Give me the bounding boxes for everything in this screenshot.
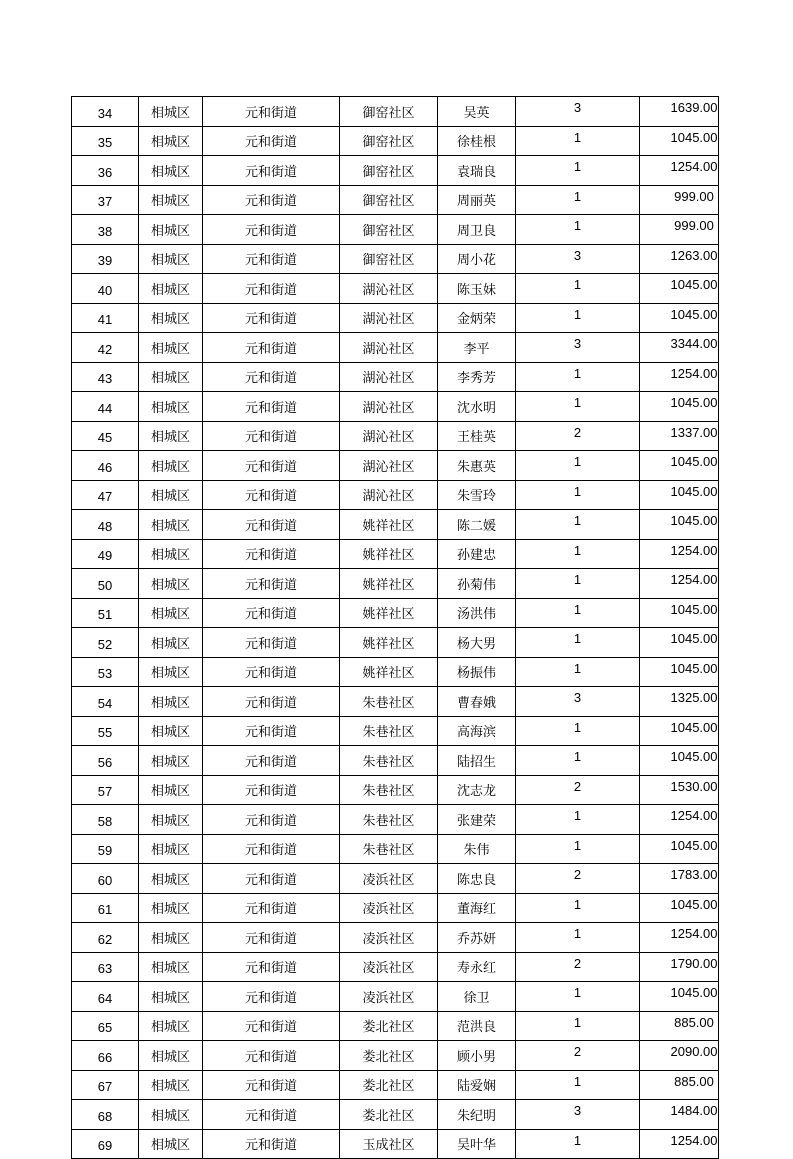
table-row: [72, 215, 719, 245]
street-cell: 元和街道: [203, 1070, 340, 1100]
district-cell: 相城区: [139, 126, 203, 156]
name-cell: 周小花: [438, 244, 516, 274]
household-count-cell: 1: [516, 598, 640, 628]
name-cell: 孙建忠: [438, 539, 516, 569]
community-cell: 湖沁社区: [340, 392, 438, 422]
district-cell: 相城区: [139, 1041, 203, 1071]
amount-cell: 1045.00: [640, 746, 719, 776]
name-cell: 范洪良: [438, 1011, 516, 1041]
district-cell: 相城区: [139, 775, 203, 805]
community-cell: 朱巷社区: [340, 834, 438, 864]
street-cell: 元和街道: [203, 333, 340, 363]
community-cell: 凌浜社区: [340, 923, 438, 953]
row-number: 38: [72, 215, 139, 245]
community-cell: 娄北社区: [340, 1100, 438, 1130]
household-count-cell: 2: [516, 1041, 640, 1071]
table-row: [72, 185, 719, 215]
community-cell: 凌浜社区: [340, 893, 438, 923]
table-row: [72, 834, 719, 864]
street-cell: 元和街道: [203, 746, 340, 776]
community-cell: 御窑社区: [340, 244, 438, 274]
amount-cell: 1639.00: [640, 97, 719, 127]
amount-cell: 1045.00: [640, 628, 719, 658]
amount-cell: 1254.00: [640, 1129, 719, 1159]
name-cell: 朱惠英: [438, 451, 516, 481]
district-cell: 相城区: [139, 746, 203, 776]
amount-cell: 1045.00: [640, 982, 719, 1012]
table-row: [72, 156, 719, 186]
street-cell: 元和街道: [203, 1011, 340, 1041]
household-count-cell: 1: [516, 1011, 640, 1041]
name-cell: 徐卫: [438, 982, 516, 1012]
amount-cell: 1263.00: [640, 244, 719, 274]
community-cell: 湖沁社区: [340, 274, 438, 304]
row-number: 44: [72, 392, 139, 422]
row-number: 64: [72, 982, 139, 1012]
community-cell: 朱巷社区: [340, 805, 438, 835]
row-number: 36: [72, 156, 139, 186]
name-cell: 乔苏妍: [438, 923, 516, 953]
amount-cell: 885.00: [640, 1011, 719, 1041]
household-count-cell: 1: [516, 893, 640, 923]
name-cell: 陈玉妹: [438, 274, 516, 304]
street-cell: 元和街道: [203, 893, 340, 923]
row-number: 50: [72, 569, 139, 599]
name-cell: 陈忠良: [438, 864, 516, 894]
street-cell: 元和街道: [203, 156, 340, 186]
community-cell: 朱巷社区: [340, 716, 438, 746]
district-cell: 相城区: [139, 421, 203, 451]
amount-cell: 1254.00: [640, 805, 719, 835]
street-cell: 元和街道: [203, 421, 340, 451]
district-cell: 相城区: [139, 185, 203, 215]
table-row: [72, 628, 719, 658]
amount-cell: 1530.00: [640, 775, 719, 805]
row-number: 59: [72, 834, 139, 864]
assistance-table: [71, 96, 719, 1159]
district-cell: 相城区: [139, 97, 203, 127]
row-number: 42: [72, 333, 139, 363]
household-count-cell: 1: [516, 185, 640, 215]
street-cell: 元和街道: [203, 97, 340, 127]
street-cell: 元和街道: [203, 510, 340, 540]
district-cell: 相城区: [139, 156, 203, 186]
name-cell: 周丽英: [438, 185, 516, 215]
name-cell: 陆招生: [438, 746, 516, 776]
district-cell: 相城区: [139, 834, 203, 864]
name-cell: 顾小男: [438, 1041, 516, 1071]
community-cell: 凌浜社区: [340, 982, 438, 1012]
household-count-cell: 1: [516, 392, 640, 422]
amount-cell: 1254.00: [640, 362, 719, 392]
street-cell: 元和街道: [203, 1129, 340, 1159]
community-cell: 御窑社区: [340, 126, 438, 156]
table-row: [72, 274, 719, 304]
amount-cell: 885.00: [640, 1070, 719, 1100]
row-number: 54: [72, 687, 139, 717]
household-count-cell: 1: [516, 716, 640, 746]
table-row: [72, 1070, 719, 1100]
name-cell: 杨大男: [438, 628, 516, 658]
amount-cell: 1045.00: [640, 510, 719, 540]
household-count-cell: 1: [516, 569, 640, 599]
community-cell: 湖沁社区: [340, 451, 438, 481]
name-cell: 董海红: [438, 893, 516, 923]
row-number: 57: [72, 775, 139, 805]
community-cell: 凌浜社区: [340, 952, 438, 982]
district-cell: 相城区: [139, 1070, 203, 1100]
amount-cell: 1325.00: [640, 687, 719, 717]
household-count-cell: 1: [516, 451, 640, 481]
household-count-cell: 3: [516, 333, 640, 363]
table-row: [72, 510, 719, 540]
table-row: [72, 716, 719, 746]
row-number: 37: [72, 185, 139, 215]
table-row: [72, 97, 719, 127]
community-cell: 姚祥社区: [340, 598, 438, 628]
amount-cell: 1045.00: [640, 274, 719, 304]
amount-cell: 1045.00: [640, 480, 719, 510]
household-count-cell: 1: [516, 303, 640, 333]
street-cell: 元和街道: [203, 1041, 340, 1071]
name-cell: 朱伟: [438, 834, 516, 864]
community-cell: 姚祥社区: [340, 657, 438, 687]
table-row: [72, 687, 719, 717]
name-cell: 朱纪明: [438, 1100, 516, 1130]
household-count-cell: 3: [516, 687, 640, 717]
street-cell: 元和街道: [203, 687, 340, 717]
amount-cell: 999.00: [640, 215, 719, 245]
table-row: [72, 657, 719, 687]
street-cell: 元和街道: [203, 775, 340, 805]
row-number: 67: [72, 1070, 139, 1100]
district-cell: 相城区: [139, 598, 203, 628]
name-cell: 张建荣: [438, 805, 516, 835]
amount-cell: 1045.00: [640, 834, 719, 864]
community-cell: 湖沁社区: [340, 362, 438, 392]
street-cell: 元和街道: [203, 952, 340, 982]
street-cell: 元和街道: [203, 362, 340, 392]
street-cell: 元和街道: [203, 834, 340, 864]
street-cell: 元和街道: [203, 923, 340, 953]
district-cell: 相城区: [139, 864, 203, 894]
row-number: 35: [72, 126, 139, 156]
street-cell: 元和街道: [203, 303, 340, 333]
row-number: 48: [72, 510, 139, 540]
name-cell: 金炳荣: [438, 303, 516, 333]
street-cell: 元和街道: [203, 126, 340, 156]
community-cell: 湖沁社区: [340, 480, 438, 510]
street-cell: 元和街道: [203, 244, 340, 274]
amount-cell: 1337.00: [640, 421, 719, 451]
amount-cell: 1045.00: [640, 657, 719, 687]
community-cell: 凌浜社区: [340, 864, 438, 894]
table-row: [72, 746, 719, 776]
community-cell: 湖沁社区: [340, 333, 438, 363]
name-cell: 曹春娥: [438, 687, 516, 717]
household-count-cell: 1: [516, 1129, 640, 1159]
community-cell: 娄北社区: [340, 1041, 438, 1071]
row-number: 55: [72, 716, 139, 746]
community-cell: 御窑社区: [340, 97, 438, 127]
table-row: [72, 539, 719, 569]
table-row: [72, 1100, 719, 1130]
street-cell: 元和街道: [203, 628, 340, 658]
name-cell: 沈水明: [438, 392, 516, 422]
row-number: 60: [72, 864, 139, 894]
name-cell: 王桂英: [438, 421, 516, 451]
district-cell: 相城区: [139, 539, 203, 569]
amount-cell: 1254.00: [640, 539, 719, 569]
name-cell: 孙菊伟: [438, 569, 516, 599]
row-number: 61: [72, 893, 139, 923]
name-cell: 吴叶华: [438, 1129, 516, 1159]
community-cell: 御窑社区: [340, 156, 438, 186]
table-row: [72, 1041, 719, 1071]
row-number: 68: [72, 1100, 139, 1130]
table-row: [72, 480, 719, 510]
community-cell: 娄北社区: [340, 1070, 438, 1100]
row-number: 58: [72, 805, 139, 835]
amount-cell: 1045.00: [640, 598, 719, 628]
household-count-cell: 1: [516, 510, 640, 540]
table-row: [72, 569, 719, 599]
community-cell: 湖沁社区: [340, 421, 438, 451]
district-cell: 相城区: [139, 569, 203, 599]
household-count-cell: 3: [516, 244, 640, 274]
household-count-cell: 3: [516, 97, 640, 127]
street-cell: 元和街道: [203, 864, 340, 894]
street-cell: 元和街道: [203, 451, 340, 481]
name-cell: 徐桂根: [438, 126, 516, 156]
name-cell: 李平: [438, 333, 516, 363]
amount-cell: 1045.00: [640, 716, 719, 746]
table-row: [72, 303, 719, 333]
name-cell: 杨振伟: [438, 657, 516, 687]
row-number: 51: [72, 598, 139, 628]
community-cell: 湖沁社区: [340, 303, 438, 333]
household-count-cell: 1: [516, 657, 640, 687]
table-row: [72, 126, 719, 156]
row-number: 66: [72, 1041, 139, 1071]
district-cell: 相城区: [139, 1100, 203, 1130]
district-cell: 相城区: [139, 215, 203, 245]
row-number: 41: [72, 303, 139, 333]
household-count-cell: 2: [516, 864, 640, 894]
household-count-cell: 1: [516, 834, 640, 864]
street-cell: 元和街道: [203, 657, 340, 687]
name-cell: 朱雪玲: [438, 480, 516, 510]
household-count-cell: 1: [516, 215, 640, 245]
district-cell: 相城区: [139, 480, 203, 510]
row-number: 62: [72, 923, 139, 953]
amount-cell: 1045.00: [640, 392, 719, 422]
amount-cell: 1254.00: [640, 156, 719, 186]
row-number: 46: [72, 451, 139, 481]
community-cell: 朱巷社区: [340, 687, 438, 717]
table-row: [72, 421, 719, 451]
row-number: 53: [72, 657, 139, 687]
name-cell: 袁瑞良: [438, 156, 516, 186]
name-cell: 寿永红: [438, 952, 516, 982]
table-row: [72, 923, 719, 953]
household-count-cell: 1: [516, 805, 640, 835]
row-number: 39: [72, 244, 139, 274]
district-cell: 相城区: [139, 1011, 203, 1041]
amount-cell: 1254.00: [640, 569, 719, 599]
household-count-cell: 2: [516, 952, 640, 982]
street-cell: 元和街道: [203, 716, 340, 746]
community-cell: 御窑社区: [340, 185, 438, 215]
name-cell: 吴英: [438, 97, 516, 127]
table-body: [72, 97, 719, 1159]
household-count-cell: 2: [516, 421, 640, 451]
table-row: [72, 451, 719, 481]
row-number: 63: [72, 952, 139, 982]
table-row: [72, 598, 719, 628]
street-cell: 元和街道: [203, 569, 340, 599]
street-cell: 元和街道: [203, 805, 340, 835]
row-number: 56: [72, 746, 139, 776]
district-cell: 相城区: [139, 687, 203, 717]
name-cell: 汤洪伟: [438, 598, 516, 628]
row-number: 34: [72, 97, 139, 127]
household-count-cell: 1: [516, 982, 640, 1012]
table-row: [72, 864, 719, 894]
district-cell: 相城区: [139, 805, 203, 835]
district-cell: 相城区: [139, 893, 203, 923]
table-row: [72, 805, 719, 835]
community-cell: 玉成社区: [340, 1129, 438, 1159]
name-cell: 陈二媛: [438, 510, 516, 540]
street-cell: 元和街道: [203, 215, 340, 245]
table-row: [72, 362, 719, 392]
table-row: [72, 333, 719, 363]
street-cell: 元和街道: [203, 539, 340, 569]
amount-cell: 1790.00: [640, 952, 719, 982]
table-row: [72, 982, 719, 1012]
amount-cell: 999.00: [640, 185, 719, 215]
table-row: [72, 893, 719, 923]
row-number: 45: [72, 421, 139, 451]
district-cell: 相城区: [139, 923, 203, 953]
street-cell: 元和街道: [203, 392, 340, 422]
district-cell: 相城区: [139, 392, 203, 422]
district-cell: 相城区: [139, 510, 203, 540]
amount-cell: 2090.00: [640, 1041, 719, 1071]
district-cell: 相城区: [139, 657, 203, 687]
name-cell: 陆爱娴: [438, 1070, 516, 1100]
amount-cell: 1045.00: [640, 893, 719, 923]
community-cell: 姚祥社区: [340, 510, 438, 540]
amount-cell: 3344.00: [640, 333, 719, 363]
district-cell: 相城区: [139, 362, 203, 392]
name-cell: 李秀芳: [438, 362, 516, 392]
amount-cell: 1045.00: [640, 303, 719, 333]
community-cell: 姚祥社区: [340, 569, 438, 599]
row-number: 52: [72, 628, 139, 658]
household-count-cell: 3: [516, 1100, 640, 1130]
district-cell: 相城区: [139, 1129, 203, 1159]
name-cell: 沈志龙: [438, 775, 516, 805]
household-count-cell: 1: [516, 923, 640, 953]
household-count-cell: 1: [516, 126, 640, 156]
community-cell: 娄北社区: [340, 1011, 438, 1041]
district-cell: 相城区: [139, 303, 203, 333]
row-number: 40: [72, 274, 139, 304]
district-cell: 相城区: [139, 451, 203, 481]
street-cell: 元和街道: [203, 982, 340, 1012]
community-cell: 朱巷社区: [340, 746, 438, 776]
district-cell: 相城区: [139, 274, 203, 304]
amount-cell: 1045.00: [640, 126, 719, 156]
community-cell: 御窑社区: [340, 215, 438, 245]
amount-cell: 1783.00: [640, 864, 719, 894]
household-count-cell: 1: [516, 539, 640, 569]
district-cell: 相城区: [139, 982, 203, 1012]
district-cell: 相城区: [139, 628, 203, 658]
household-count-cell: 2: [516, 775, 640, 805]
household-count-cell: 1: [516, 480, 640, 510]
table-row: [72, 775, 719, 805]
street-cell: 元和街道: [203, 185, 340, 215]
street-cell: 元和街道: [203, 1100, 340, 1130]
table-row: [72, 952, 719, 982]
street-cell: 元和街道: [203, 480, 340, 510]
household-count-cell: 1: [516, 156, 640, 186]
household-count-cell: 1: [516, 628, 640, 658]
household-count-cell: 1: [516, 746, 640, 776]
table-row: [72, 392, 719, 422]
amount-cell: 1484.00: [640, 1100, 719, 1130]
household-count-cell: 1: [516, 274, 640, 304]
name-cell: 周卫良: [438, 215, 516, 245]
district-cell: 相城区: [139, 952, 203, 982]
district-cell: 相城区: [139, 333, 203, 363]
community-cell: 姚祥社区: [340, 539, 438, 569]
community-cell: 姚祥社区: [340, 628, 438, 658]
street-cell: 元和街道: [203, 274, 340, 304]
row-number: 69: [72, 1129, 139, 1159]
table-row: [72, 1011, 719, 1041]
row-number: 49: [72, 539, 139, 569]
household-count-cell: 1: [516, 362, 640, 392]
row-number: 65: [72, 1011, 139, 1041]
table-row: [72, 1129, 719, 1159]
household-count-cell: 1: [516, 1070, 640, 1100]
row-number: 43: [72, 362, 139, 392]
amount-cell: 1045.00: [640, 451, 719, 481]
community-cell: 朱巷社区: [340, 775, 438, 805]
amount-cell: 1254.00: [640, 923, 719, 953]
name-cell: 高海滨: [438, 716, 516, 746]
street-cell: 元和街道: [203, 598, 340, 628]
table-row: [72, 244, 719, 274]
district-cell: 相城区: [139, 716, 203, 746]
district-cell: 相城区: [139, 244, 203, 274]
row-number: 47: [72, 480, 139, 510]
